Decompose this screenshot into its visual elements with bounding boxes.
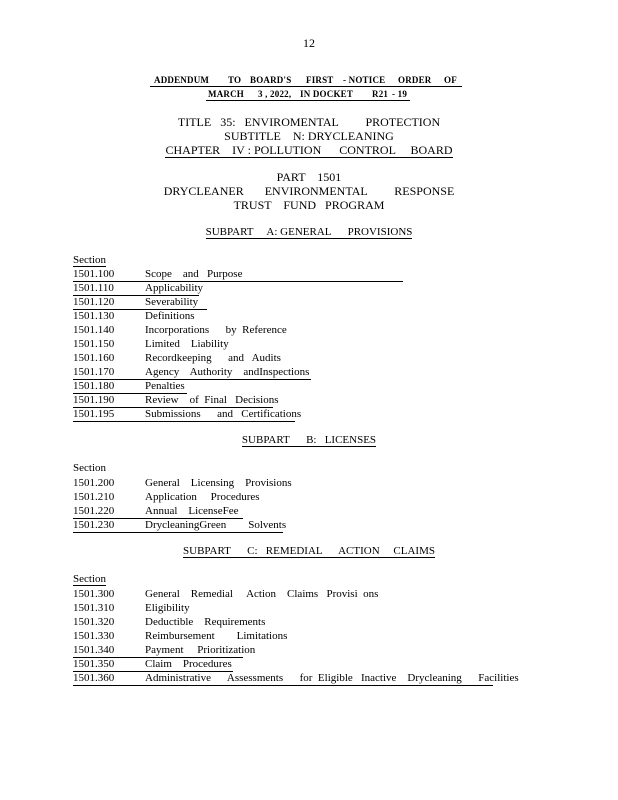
section-title: Severability xyxy=(145,295,207,310)
section-number: 1501.120 xyxy=(73,295,145,310)
part-title-line-2: TRUST FUND PROGRAM xyxy=(233,198,385,212)
section-title: Application Procedures xyxy=(145,491,260,503)
section-number: 1501.210 xyxy=(73,491,115,503)
section-title: General Remedial Action Claims Provisi ons xyxy=(145,588,379,600)
addendum-word: ORDER xyxy=(398,75,432,85)
section-title: Recordkeeping and Audits xyxy=(145,352,281,364)
addendum-word: ADDENDUM xyxy=(154,75,210,85)
addendum-word: MARCH xyxy=(208,89,244,99)
part-title-line-1: DRYCLEANER ENVIRONMENTAL RESPONSE xyxy=(163,184,455,198)
page-number: 12 xyxy=(303,36,315,50)
section-title: Payment Prioritization xyxy=(145,644,256,656)
section-title: Agency Authority andInspections xyxy=(145,366,310,378)
section-title: Applicability xyxy=(145,282,204,294)
section-number: 1501.310 xyxy=(73,602,115,614)
section-number: 1501.200 xyxy=(73,477,115,489)
part-number: PART 1501 xyxy=(276,170,342,184)
addendum-word: R21 xyxy=(372,89,389,99)
section-number: 1501.300 xyxy=(73,588,115,600)
section-number: 1501.160 xyxy=(73,352,115,364)
section-number: 1501.195 xyxy=(73,407,145,422)
section-title: General Licensing Provisions xyxy=(145,477,292,489)
subpart-b-heading-text: SUBPART B: LICENSES xyxy=(241,434,377,446)
section-title: Limited Liability xyxy=(145,338,229,350)
section-title: Claim Procedures xyxy=(145,658,232,670)
title-block xyxy=(0,115,618,157)
addendum-word: IN DOCKET xyxy=(300,89,354,99)
addendum-line-2 xyxy=(206,89,410,101)
addendum-line-1 xyxy=(150,75,462,87)
section-title: Review of Final Decisions xyxy=(145,394,279,406)
section-title: Scope and Purpose xyxy=(145,267,403,282)
chapter-text: CHAPTER IV : POLLUTION CONTROL BOARD xyxy=(165,143,453,157)
section-number: 1501.140 xyxy=(73,324,115,336)
section-number: 1501.150 xyxy=(73,338,115,350)
section-title: Reimbursement Limitations xyxy=(145,630,288,642)
section-number: 1501.110 xyxy=(73,281,145,296)
addendum-word: TO xyxy=(228,75,242,85)
section-number: 1501.100 xyxy=(73,267,145,282)
subpart-a-heading xyxy=(0,226,618,238)
section-title: Annual LicenseFee xyxy=(145,504,243,519)
section-number: 1501.330 xyxy=(73,630,115,642)
section-label: Section xyxy=(73,462,106,474)
addendum-word: BOARD'S xyxy=(250,75,292,85)
section-title: DrycleaningGreen Solvents xyxy=(145,519,287,531)
subpart-a-heading-text: SUBPART A: GENERAL PROVISIONS xyxy=(205,226,413,238)
title-line: TITLE 35: ENVIROMENTAL PROTECTION xyxy=(177,115,441,129)
section-label: Section xyxy=(73,573,106,585)
section-title: Deductible Requirements xyxy=(145,616,266,628)
subtitle-line: SUBTITLE N: DRYCLEANING xyxy=(224,129,394,143)
section-number: 1501.180 xyxy=(73,379,145,394)
section-label: Section xyxy=(73,254,106,266)
section-number: 1501.170 xyxy=(73,365,145,380)
addendum-word: FIRST xyxy=(306,75,334,85)
section-title: Administrative Assessments for Eligible Inactive Drycleaning Facilities xyxy=(145,672,519,684)
subpart-c-heading-text: SUBPART C: REMEDIAL ACTION CLAIMS xyxy=(183,545,435,557)
section-number: 1501.220 xyxy=(73,504,145,519)
section-number: 1501.190 xyxy=(73,393,145,408)
section-title: Definitions xyxy=(145,310,195,322)
section-number: 1501.230 xyxy=(73,518,145,533)
section-title: Penalties xyxy=(145,379,187,394)
section-number: 1501.340 xyxy=(73,643,145,658)
section-title: Incorporations by Reference xyxy=(145,324,287,336)
addendum-word: OF xyxy=(444,75,457,85)
section-number: 1501.350 xyxy=(73,657,145,672)
chapter-line xyxy=(0,143,618,157)
section-title: Eligibility xyxy=(145,602,190,614)
subpart-c-heading xyxy=(0,545,618,557)
subpart-b-heading xyxy=(0,434,618,446)
section-number: 1501.320 xyxy=(73,616,115,628)
addendum-word: 3 , 2022, xyxy=(258,89,292,99)
part-block xyxy=(0,170,618,212)
section-title: Submissions and Certifications xyxy=(145,408,302,420)
addendum-word: - 19 xyxy=(392,89,408,99)
addendum-word: - NOTICE xyxy=(343,75,386,85)
section-number: 1501.360 xyxy=(73,671,145,686)
section-number: 1501.130 xyxy=(73,310,115,322)
